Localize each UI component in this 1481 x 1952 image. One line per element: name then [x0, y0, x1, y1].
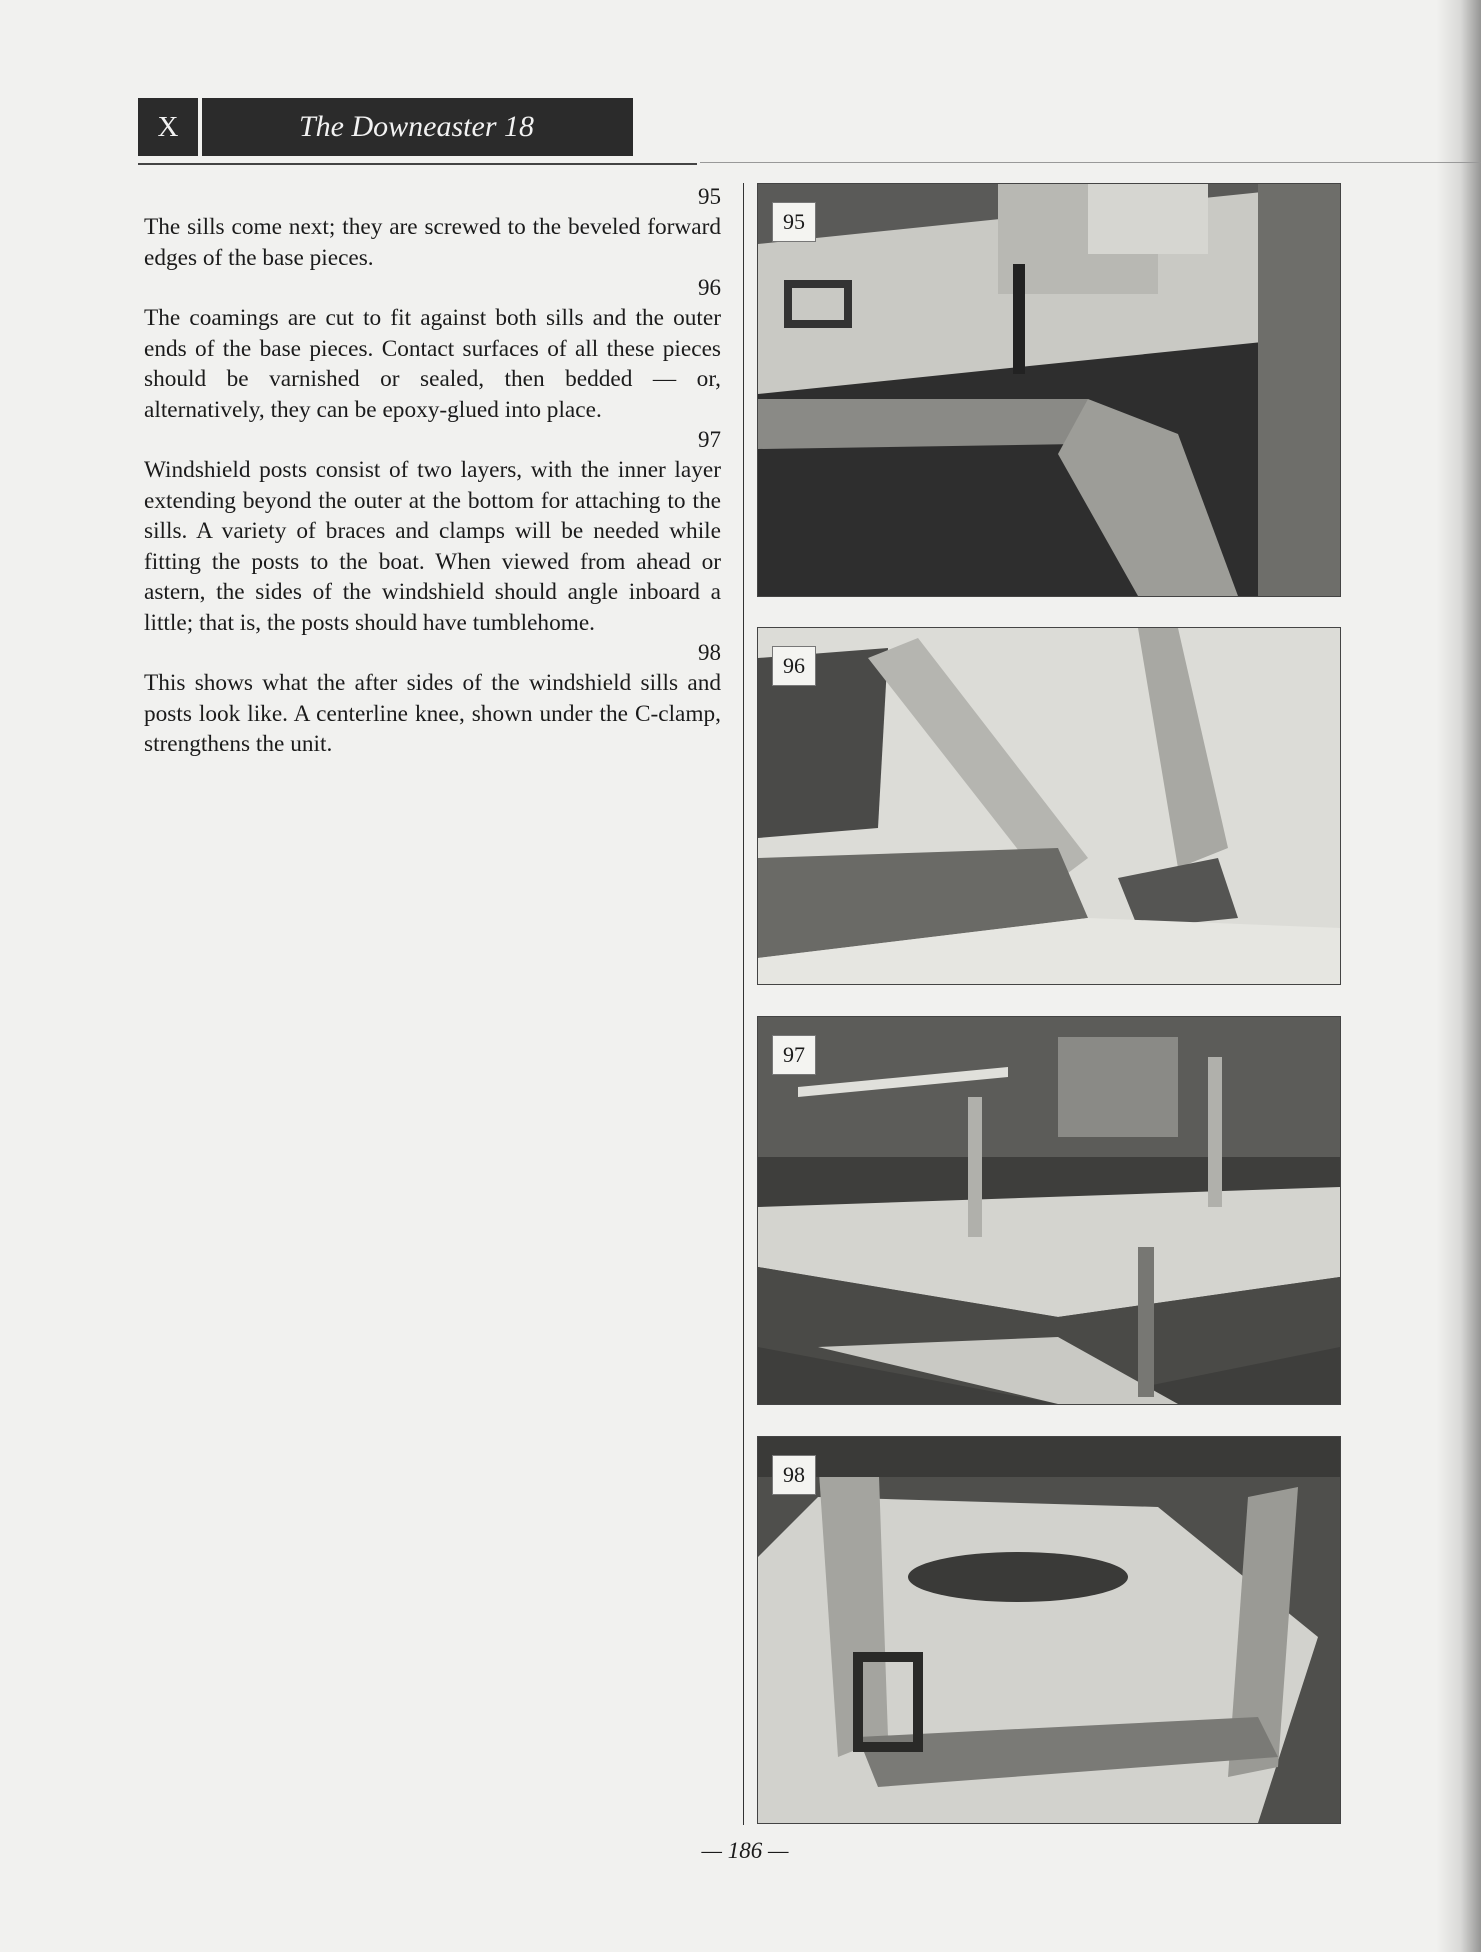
caption-text: The coamings are cut to fit against both sills and the outer ends of the base pieces. Contact surfaces of all these pieces should be varnished or sealed, then bedded — or, alternatively, they can be epoxy-glued into place.: [144, 305, 721, 423]
chapter-label: X: [138, 98, 198, 156]
photo-label: 97: [772, 1035, 816, 1075]
photo-97-image: [758, 1017, 1340, 1404]
caption-number: 97: [698, 427, 721, 452]
running-title: The Downeaster 18: [202, 98, 633, 156]
caption-number: 98: [698, 640, 721, 665]
caption-text: This shows what the after sides of the windshield sills and posts look like. A centerline knee, shown under the C-clamp, strengthens the unit.: [144, 670, 721, 757]
photo-95: [757, 183, 1341, 597]
caption-95: [144, 182, 721, 273]
header-rule: [138, 163, 697, 165]
caption-number: 96: [698, 275, 721, 300]
photo-98-image: [758, 1437, 1340, 1823]
caption-96: [144, 273, 721, 425]
caption-column: [144, 182, 721, 760]
caption-98: [144, 638, 721, 760]
photo-96-image: [758, 628, 1340, 984]
column-divider: [743, 183, 744, 1825]
photo-label: 98: [772, 1455, 816, 1495]
caption-text: Windshield posts consist of two layers, with the inner layer extending beyond the outer at the bottom for attaching to the sills. A variety of braces and clamps will be needed while fitting the posts to the boat. When viewed from ahead or astern, the sides of the windshield should angle inboard a little; that is, the posts should have tumblehome.: [144, 457, 721, 636]
caption-text: The sills come next; they are screwed to the beveled forward edges of the base pieces.: [144, 214, 721, 271]
photo-label: 95: [772, 202, 816, 242]
photo-96: [757, 627, 1341, 985]
caption-97: [144, 425, 721, 638]
photo-label: 96: [772, 646, 816, 686]
caption-number: 95: [698, 184, 721, 209]
page-edge-shadow: [1436, 0, 1481, 1952]
photo-98: [757, 1436, 1341, 1824]
photo-97: [757, 1016, 1341, 1405]
page-number: — 186 —: [701, 1838, 789, 1863]
top-rule: [700, 162, 1481, 163]
photo-95-image: [758, 184, 1340, 596]
